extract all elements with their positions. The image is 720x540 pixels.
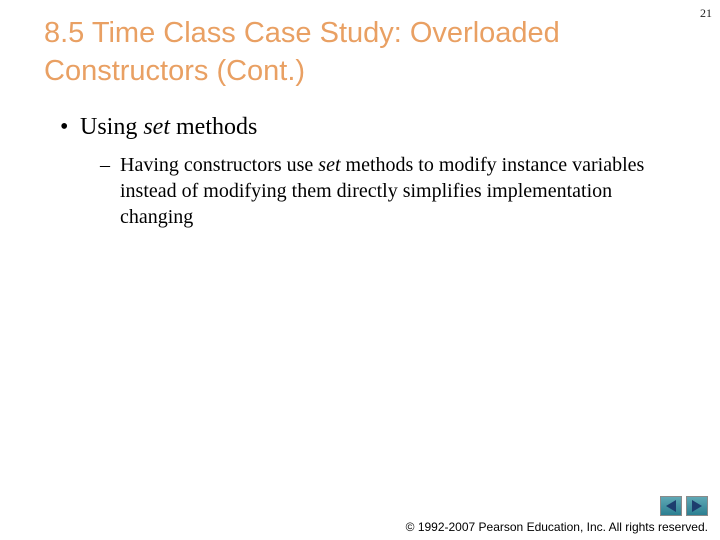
bullet-suffix: methods [170,114,258,140]
sub-bullet-prefix: Having constructors use [120,154,319,176]
slide-navigation [660,496,708,516]
sub-bullet-marker: – [100,154,110,176]
bullet-prefix: Using [80,114,144,140]
next-slide-button[interactable] [686,496,708,516]
bullet-item [60,112,680,142]
bullet-marker: • [60,114,69,140]
sub-bullet-emphasis: set [318,154,341,176]
slide-title: 8.5 Time Class Case Study: Overloaded Constructors (Cont.) [44,17,560,87]
copyright-footer: © 1992-2007 Pearson Education, Inc. All rights reserved. [405,520,708,534]
triangle-left-icon [664,499,678,513]
previous-slide-button[interactable] [660,496,682,516]
sub-bullet-suffix: methods to modify instance variables instead of modifying them directly simplifies implementation changing [120,154,645,228]
triangle-right-icon [690,499,704,513]
bullet-text [80,112,257,142]
sub-bullet-item [100,152,660,230]
sub-bullet-text [120,152,660,230]
bullet-emphasis: set [143,114,171,140]
slide-number: 21 [700,6,712,20]
